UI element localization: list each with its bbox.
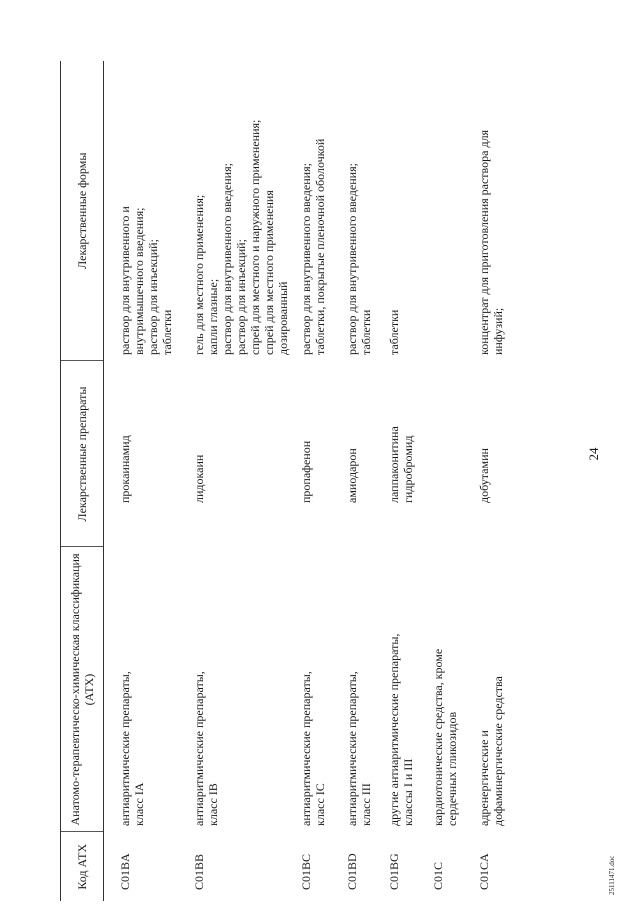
table-header-row <box>61 61 104 901</box>
classification-line: класс III <box>359 783 373 826</box>
form-line: таблетки <box>359 309 373 355</box>
header-classification: Анатомо-терапевтическо-химическая классификация (АТХ) <box>61 547 104 832</box>
table-row <box>431 61 477 901</box>
form-line: гель для местного применения; <box>192 194 206 355</box>
classification-cell <box>431 547 477 832</box>
form-line: внутримышечного введения; <box>132 207 146 355</box>
form-line: раствор для инъекций; <box>234 239 248 355</box>
classification-line: сердечных гликозидов <box>445 711 459 826</box>
classification-cell <box>104 547 193 832</box>
header-preparation: Лекарственные препараты <box>61 361 104 547</box>
form-line: раствор для внутривенного введения; <box>345 163 359 355</box>
classification-line: класс IB <box>206 783 220 826</box>
form-line: дозированный <box>276 281 290 355</box>
header-code: Код АТХ <box>61 832 104 901</box>
forms-cell <box>387 61 431 361</box>
forms-cell <box>299 61 345 361</box>
forms-cell <box>104 61 193 361</box>
forms-cell <box>431 61 477 361</box>
table-row <box>299 61 345 901</box>
classification-line: антиаритмические препараты, <box>192 671 206 826</box>
table-row <box>104 61 193 901</box>
forms-cell <box>477 61 505 361</box>
preparation-cell <box>431 361 477 547</box>
form-line: спрей для местного применения <box>262 190 276 355</box>
form-line: таблетки <box>160 309 174 355</box>
footer-filename: 25111471.doc <box>608 855 616 895</box>
atc-code-cell: C01BG <box>387 853 401 890</box>
classification-line: дофаминергические средства <box>491 676 505 826</box>
forms-cell <box>345 61 387 361</box>
classification-line: антиаритмические препараты, <box>118 671 132 826</box>
atc-code-cell: C01BB <box>192 853 206 890</box>
classification-line: другие антиаритмические препараты, <box>387 633 401 826</box>
preparation-cell: лаппаконитина гидробромид <box>387 426 415 503</box>
classification-line: кардиотонические средства, кроме <box>431 648 445 826</box>
form-line: раствор для внутривенного и <box>118 206 132 355</box>
atc-code-cell: C01BC <box>299 853 313 890</box>
preparation-cell: прокаинамид <box>118 435 132 503</box>
preparation-cell: лидокаин <box>192 454 206 503</box>
classification-cell <box>345 547 387 832</box>
form-line: таблетки, покрытые пленочной оболочкой <box>313 138 327 355</box>
header-forms: Лекарственные формы <box>61 61 104 361</box>
form-line: раствор для инъекций; <box>146 239 160 355</box>
form-line: раствор для внутривенного введения; <box>220 163 234 355</box>
preparation-cell: пропафенон <box>299 440 313 503</box>
form-line: раствор для внутривенного введения; <box>299 163 313 355</box>
form-line: концентрат для приготовления раствора для <box>477 129 491 355</box>
table-body <box>104 61 506 901</box>
form-line: инфузий; <box>491 307 505 355</box>
classification-cell <box>477 547 505 832</box>
atc-code-cell: C01C <box>431 861 445 890</box>
form-line: спрей для местного и наружного применения; <box>248 119 262 355</box>
classification-line: антиаритмические препараты, <box>345 671 359 826</box>
form-line: таблетки <box>387 309 401 355</box>
table-row <box>387 61 431 901</box>
classification-cell <box>387 547 431 832</box>
atc-code-cell: C01CA <box>477 853 491 890</box>
page-number: 24 <box>586 447 601 461</box>
atc-code-cell: C01BA <box>118 853 132 890</box>
classification-line: адренергические и <box>477 730 491 826</box>
classification-line: класс IA <box>132 782 146 826</box>
classification-line: классы I и III <box>401 758 415 826</box>
preparation-cell: добутамин <box>477 448 491 503</box>
classification-line: класс IC <box>313 783 327 826</box>
classification-cell <box>299 547 345 832</box>
atc-table <box>60 61 505 901</box>
table-row <box>192 61 299 901</box>
table-row <box>477 61 505 901</box>
classification-line: антиаритмические препараты, <box>299 671 313 826</box>
table-row <box>345 61 387 901</box>
forms-cell <box>192 61 299 361</box>
preparation-cell: амиодарон <box>345 448 359 503</box>
form-line: капли глазные; <box>206 278 220 355</box>
atc-code-cell: C01BD <box>345 853 359 890</box>
classification-cell <box>192 547 299 832</box>
